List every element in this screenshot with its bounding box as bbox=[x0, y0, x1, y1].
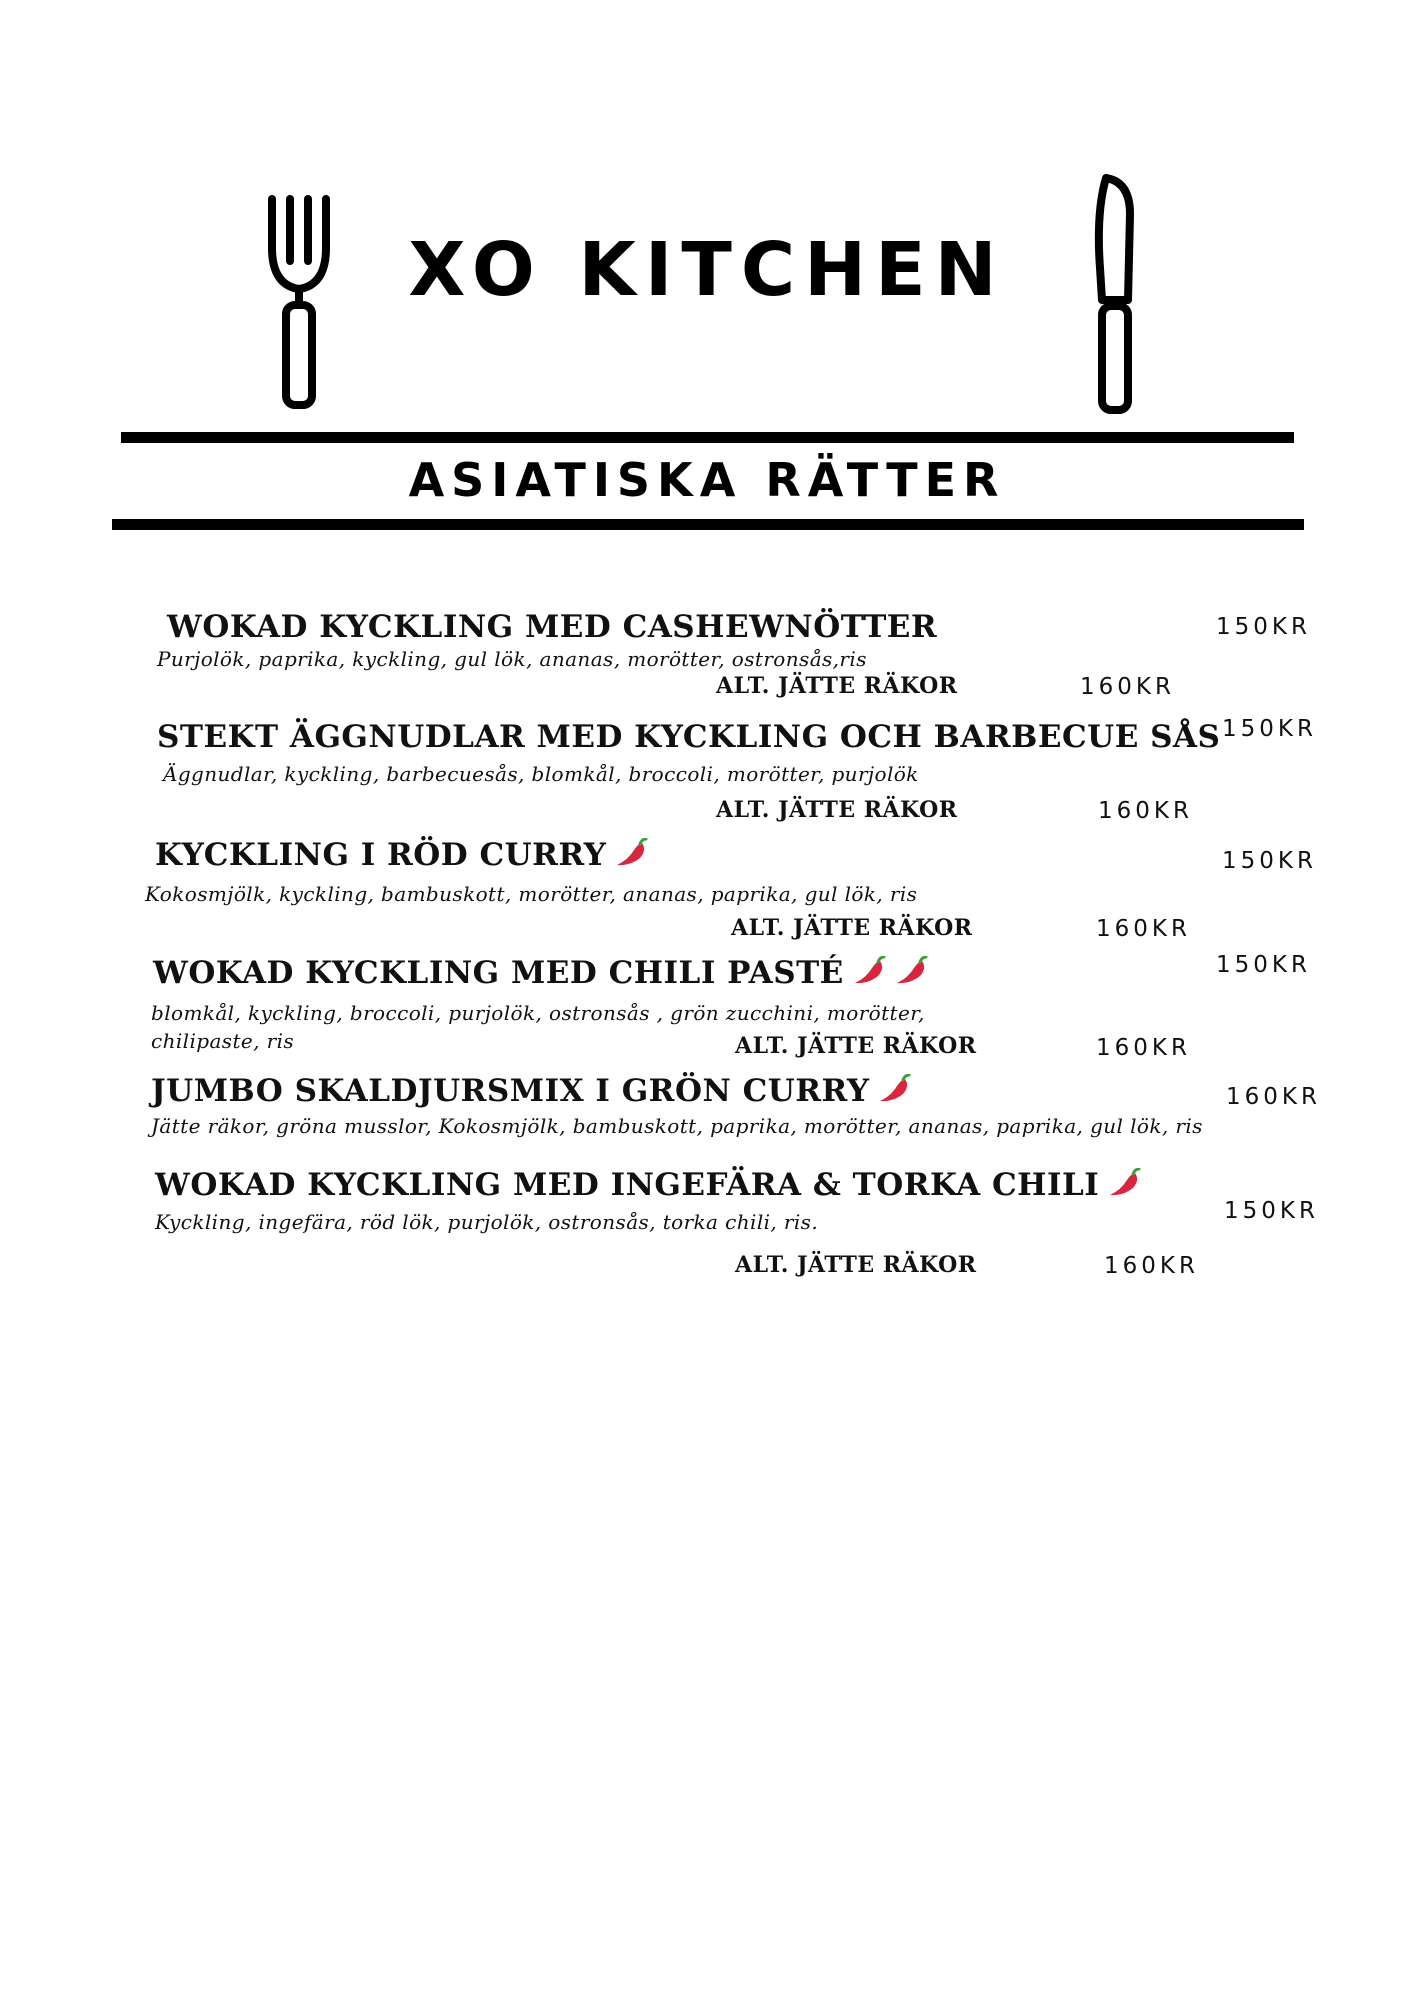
menu-item-name bbox=[155, 835, 648, 875]
menu-item-price: 150KR bbox=[1222, 716, 1317, 742]
menu-item-name bbox=[153, 953, 928, 993]
menu-item-alt-price: 160KR bbox=[1080, 674, 1175, 700]
menu-item-description: Jätte räkor, gröna musslor, Kokosmjölk, bambuskott, paprika, morötter, ananas, paprika, gul lök, ris bbox=[151, 1114, 1203, 1138]
chili-icon bbox=[894, 956, 928, 986]
menu-item-price: 150KR bbox=[1222, 848, 1317, 874]
bottom-divider bbox=[112, 519, 1304, 530]
menu-item-alt-label: ALT. JÄTTE RÄKOR bbox=[735, 1252, 977, 1278]
menu-item-name: STEKT ÄGGNUDLAR MED KYCKLING OCH BARBECUE SÅS bbox=[157, 719, 1221, 755]
menu-item-description: Äggnudlar, kyckling, barbecuesås, blomkål, broccoli, morötter, purjolök bbox=[163, 762, 919, 786]
menu-item-alt-price: 160KR bbox=[1096, 1035, 1191, 1061]
menu-item-name bbox=[155, 1165, 1141, 1205]
menu-item-name-text: WOKAD KYCKLING MED INGEFÄRA & TORKA CHILI bbox=[155, 1167, 1100, 1203]
menu-item-name-text: JUMBO SKALDJURSMIX I GRÖN CURRY bbox=[151, 1073, 870, 1109]
menu-item-price: 150KR bbox=[1224, 1198, 1319, 1224]
top-divider bbox=[121, 432, 1294, 443]
menu-item-description: chilipaste, ris bbox=[151, 1029, 295, 1053]
menu-item-description: blomkål, kyckling, broccoli, purjolök, ostronsås , grön zucchini, morötter, bbox=[151, 1001, 925, 1025]
menu-item-price: 150KR bbox=[1216, 614, 1311, 640]
menu-item-alt-label: ALT. JÄTTE RÄKOR bbox=[716, 673, 958, 699]
menu-item-price: 160KR bbox=[1226, 1084, 1321, 1110]
section-title: ASIATISKA RÄTTER bbox=[408, 453, 1006, 507]
chili-icon bbox=[1107, 1168, 1141, 1198]
menu-item-name-text: WOKAD KYCKLING MED CHILI PASTÉ bbox=[153, 955, 844, 991]
menu-item-alt-label: ALT. JÄTTE RÄKOR bbox=[716, 797, 958, 823]
menu-item-description: Purjolök, paprika, kyckling, gul lök, ananas, morötter, ostronsås,ris bbox=[157, 647, 867, 671]
chili-icon bbox=[877, 1074, 911, 1104]
chili-icon bbox=[614, 838, 648, 868]
menu-item-price: 150KR bbox=[1216, 952, 1311, 978]
menu-item-description: Kyckling, ingefära, röd lök, purjolök, ostronsås, torka chili, ris. bbox=[155, 1210, 819, 1234]
menu-item-name-text: KYCKLING I RÖD CURRY bbox=[155, 837, 607, 873]
menu-item-name: WOKAD KYCKLING MED CASHEWNÖTTER bbox=[167, 609, 938, 645]
menu-item-alt-label: ALT. JÄTTE RÄKOR bbox=[735, 1033, 977, 1059]
menu-item-description: Kokosmjölk, kyckling, bambuskott, morötter, ananas, paprika, gul lök, ris bbox=[145, 882, 918, 906]
menu-item-alt-price: 160KR bbox=[1098, 798, 1193, 824]
menu-item-alt-label: ALT. JÄTTE RÄKOR bbox=[731, 915, 973, 941]
restaurant-title: XO KITCHEN bbox=[408, 227, 1006, 313]
menu-item-name bbox=[151, 1071, 911, 1111]
menu-item-alt-price: 160KR bbox=[1096, 916, 1191, 942]
chili-icon bbox=[852, 956, 886, 986]
menu-item-alt-price: 160KR bbox=[1104, 1253, 1199, 1279]
